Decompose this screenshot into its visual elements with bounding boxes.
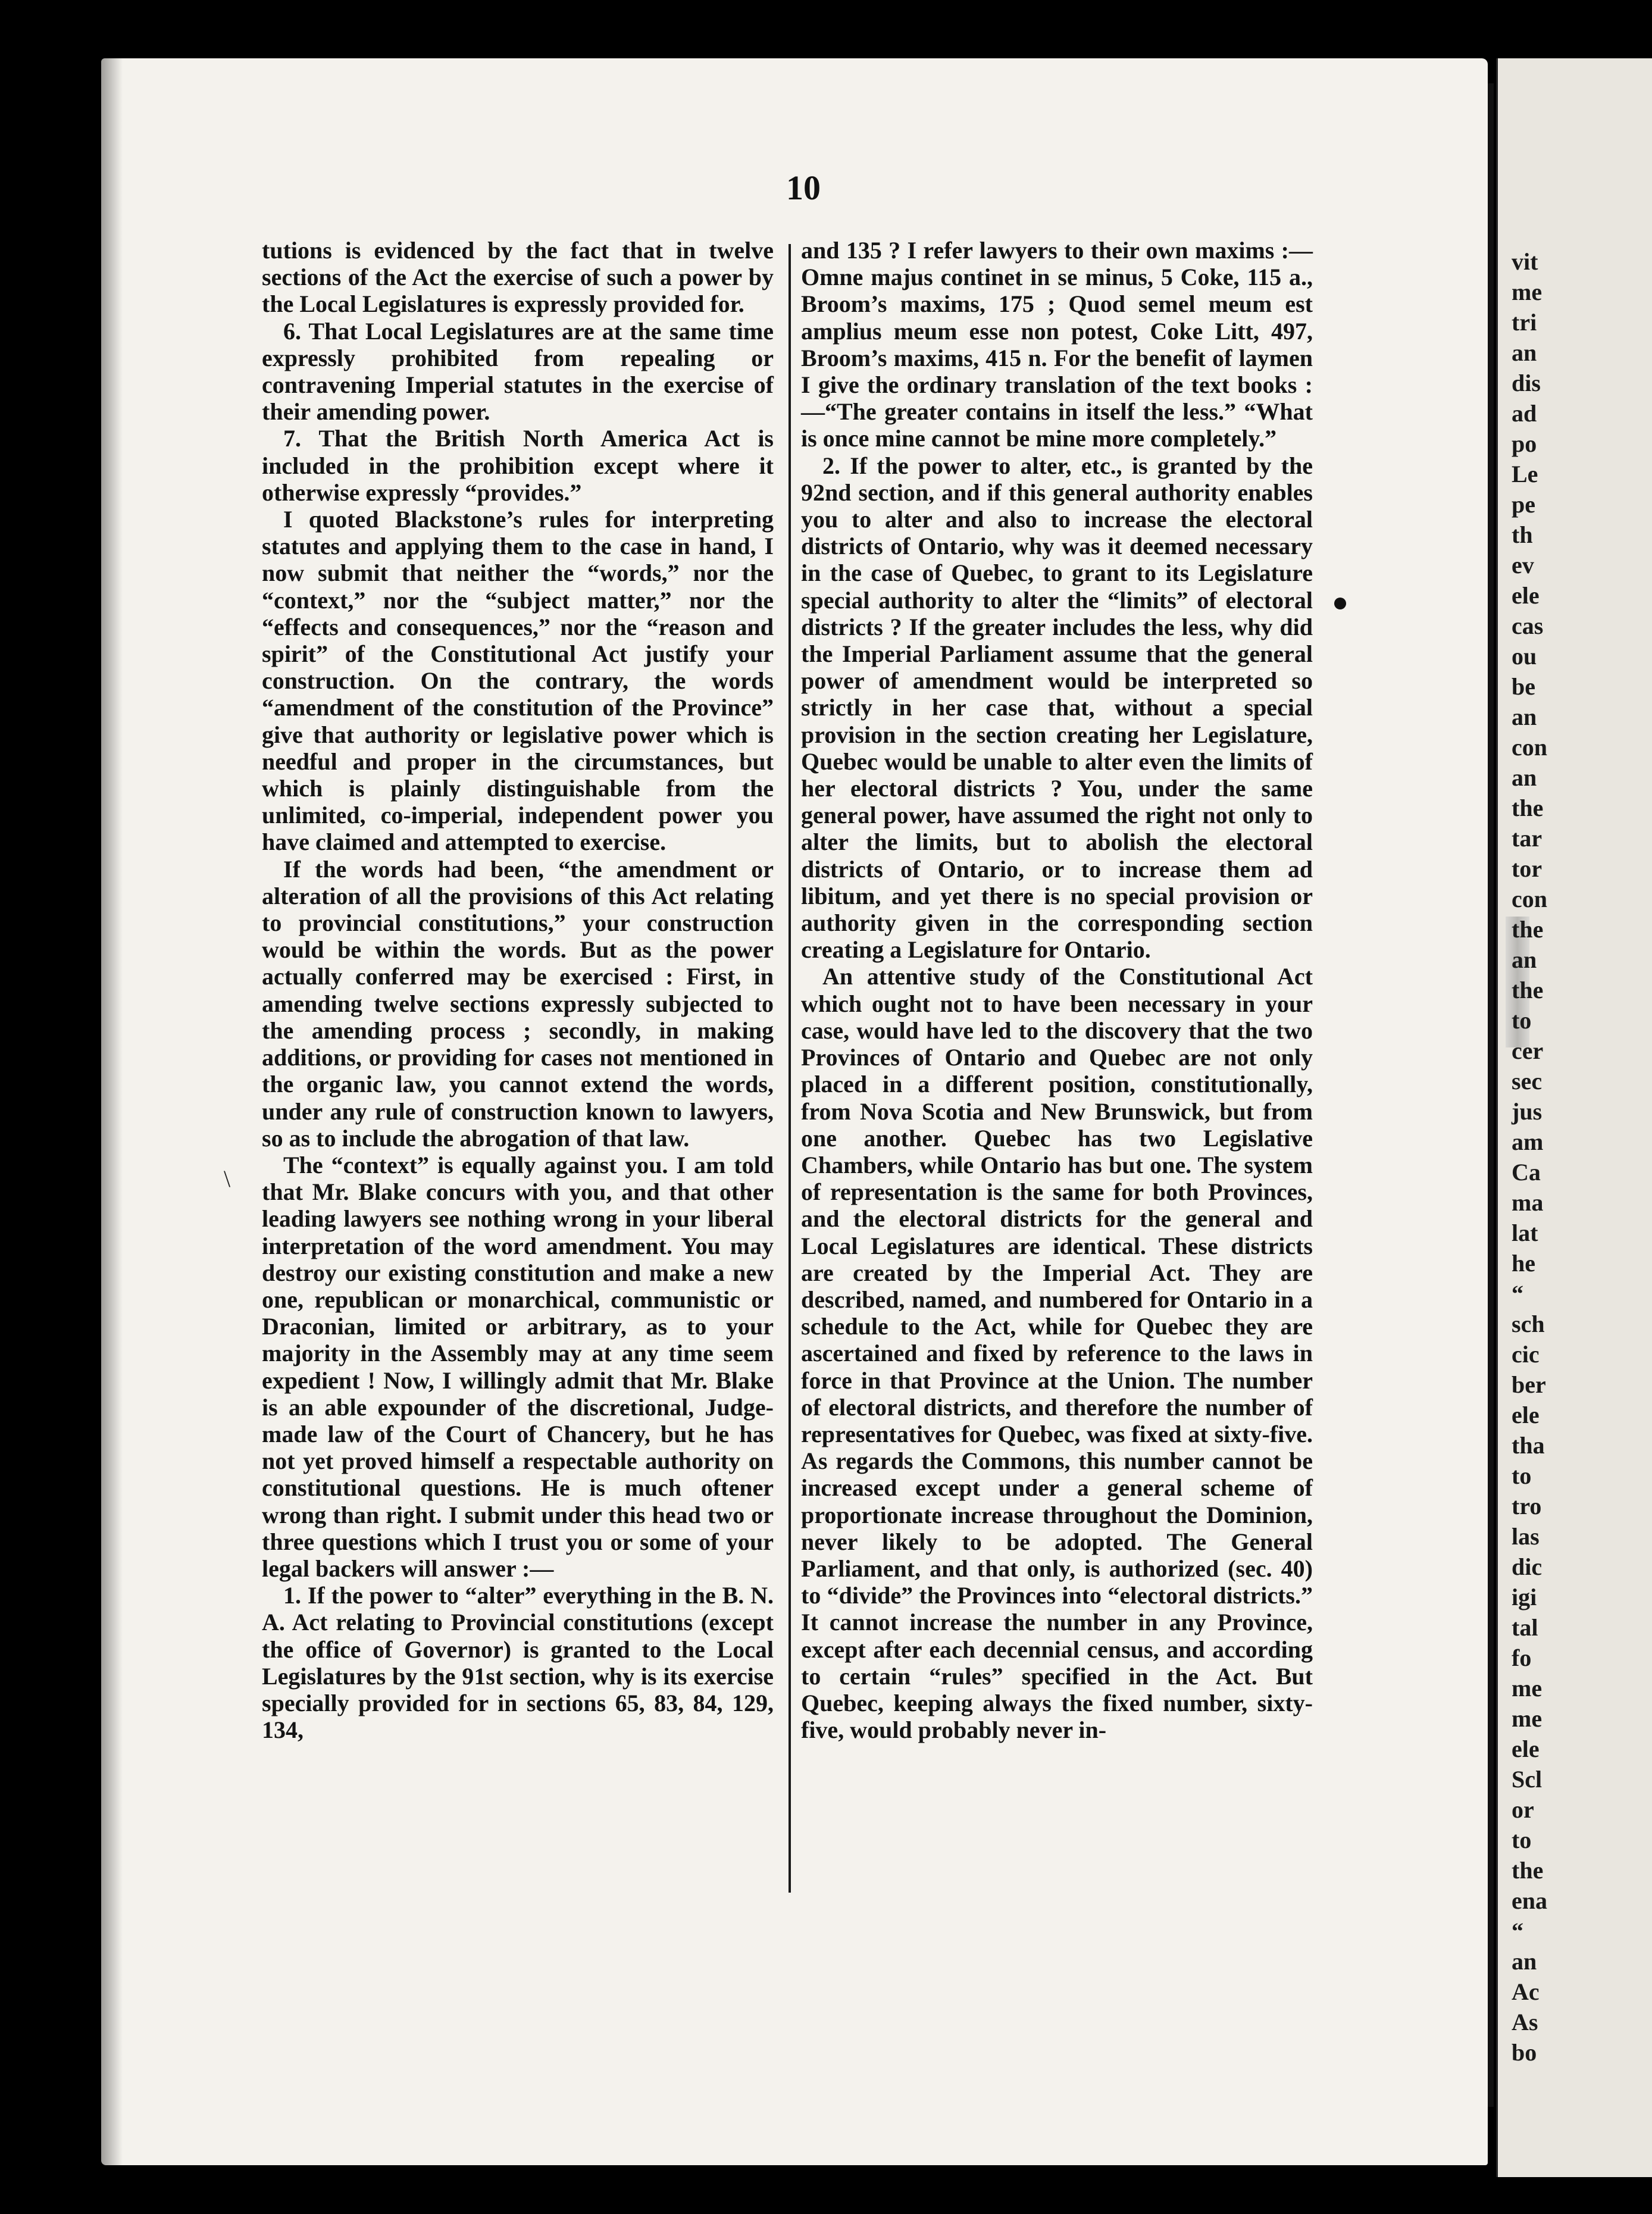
neighbor-text-fragment: As bbox=[1512, 2009, 1538, 2035]
neighbor-text-fragment: sec bbox=[1512, 1068, 1543, 1095]
neighbor-text-fragment: con bbox=[1512, 886, 1547, 912]
neighbor-text-fragment: the bbox=[1512, 1857, 1544, 1884]
neighbor-text-fragment: tar bbox=[1512, 825, 1543, 852]
neighbor-text-fragment: ev bbox=[1512, 552, 1534, 578]
paragraph: 1. If the power to “alter” everything in the B. N. A. Act relating to Provincial constitutions (except the office of Governor) is granted to the Local Legislatures by the 91st section, why is its exercise specially provided for in sections 65, 83, 84, 129, 134, bbox=[262, 1582, 774, 1744]
right-text-column bbox=[801, 237, 1313, 1903]
neighbor-text-fragment: Ca bbox=[1512, 1159, 1541, 1186]
neighbor-text-fragment: sch bbox=[1512, 1311, 1545, 1337]
paragraph: The “context” is equally against you. I am told that Mr. Blake concurs with you, and that other leading lawyers see nothing wrong in your liberal interpretation of the word amendment. You may destroy our existing constitution and make a new one, republican or monarchical, communistic or Draconian, limited or arbitrary, as to your majority in the Assembly may at any time seem expedient ! Now, I willingly admit that Mr. Blake is an able expounder of the discretional, Judge-made law of the Court of Chancery, but he has not yet proved himself a respectable authority on constitutional questions. He is much oftener wrong than right. I submit under this head two or three questions which I trust you or some of your legal backers will answer :— bbox=[262, 1151, 774, 1582]
neighbor-text-fragment: ou bbox=[1512, 643, 1537, 670]
neighbor-text-fragment: am bbox=[1512, 1128, 1544, 1155]
neighbor-text-fragment: tal bbox=[1512, 1614, 1538, 1641]
neighbor-text-fragment: the bbox=[1512, 977, 1544, 1003]
neighbor-text-fragment: ele bbox=[1512, 1402, 1540, 1428]
page-number: 10 bbox=[786, 168, 821, 207]
paragraph: An attentive study of the Constitutional Act which ought not to have been necessary in your case, would have led to the discovery that the two Provinces of Ontario and Quebec are not only placed in a different position, constitutionally, from Nova Scotia and New Brunswick, but from one another. Quebec has two Legislative Chambers, while Ontario has but one. The system of representation is the same for both Provinces, and the electoral districts for the general and Local Legislatures are identical. These districts are created by the Imperial Act. They are described, named, and numbered for Ontario in a schedule to the Act, while for Quebec they are ascertained and fixed by reference to the laws in force in that Province at the Union. The number of electoral districts, and therefore the number of representatives for Quebec, was fixed at sixty-five. As regards the Commons, this number cannot be increased except under a general scheme of proportionate increase throughout the Dominion, never likely to be adopted. The General Parliament, and that only, is authorized (sec. 40) to “divide” the Provinces into “electoral districts.” It cannot increase the number in any Province, except after each decennial census, and according to certain “rules” specified in the Act. But Quebec, keeping always the fixed number, sixty-five, would probably never in- bbox=[801, 963, 1313, 1744]
paragraph: and 135 ? I refer lawyers to their own maxims :—Omne majus continet in se minus, 5 Coke, 115 a., Broom’s maxims, 175 ; Quod semel meum est amplius meum esse non potest, Coke Litt, 497, Broom’s maxims, 415 n. For the benefit of laymen I give the ordinary translation of the text books :—“The greater contains in itself the less.” “What is once mine cannot be mine more completely.” bbox=[801, 237, 1313, 452]
neighbor-text-fragment: me bbox=[1512, 1675, 1543, 1702]
neighbor-text-fragment: fo bbox=[1512, 1644, 1532, 1671]
neighbor-text-fragment: cic bbox=[1512, 1341, 1540, 1368]
neighbor-text-fragment: po bbox=[1512, 430, 1537, 457]
neighbor-text-fragment: ma bbox=[1512, 1189, 1544, 1216]
neighbor-text-fragment: an bbox=[1512, 339, 1537, 366]
neighbor-text-fragment: tor bbox=[1512, 855, 1543, 882]
neighbor-text-fragment: cer bbox=[1512, 1037, 1544, 1064]
neighbor-text-fragment: he bbox=[1512, 1250, 1535, 1277]
neighbor-text-fragment: jus bbox=[1512, 1098, 1543, 1125]
paragraph: tutions is evidenced by the fact that in twelve sections of the Act the exercise of such a power by the Local Legislatures is expressly provided for. bbox=[262, 237, 774, 318]
neighbor-text-fragment: cas bbox=[1512, 612, 1544, 639]
neighbor-text-fragment: me bbox=[1512, 279, 1543, 305]
neighbor-text-fragment: the bbox=[1512, 916, 1544, 943]
margin-mark: \ bbox=[224, 1165, 231, 1192]
neighbor-text-fragment: bo bbox=[1512, 2039, 1537, 2066]
neighbor-text-fragment: dic bbox=[1512, 1553, 1543, 1580]
ink-blot bbox=[1334, 598, 1346, 609]
neighbor-text-fragment: ele bbox=[1512, 1735, 1540, 1762]
neighbor-text-fragment: pe bbox=[1512, 491, 1535, 518]
paragraph: 7. That the British North America Act is included in the prohibition except where it otherwise expressly “provides.” bbox=[262, 425, 774, 506]
neighbor-text-fragment: th bbox=[1512, 521, 1533, 548]
neighbor-text-fragment: tri bbox=[1512, 309, 1537, 336]
neighbor-text-fragment: ber bbox=[1512, 1371, 1546, 1398]
neighbor-text-fragment: to bbox=[1512, 1462, 1532, 1489]
column-divider bbox=[789, 244, 791, 1893]
neighbor-text-fragment: “ bbox=[1512, 1280, 1523, 1307]
neighbor-page-edge bbox=[1488, 83, 1494, 2107]
page-gutter-shadow bbox=[101, 58, 123, 2165]
left-text-column bbox=[262, 237, 774, 1903]
neighbor-text-fragment: an bbox=[1512, 1948, 1537, 1975]
neighbor-text-fragment: tro bbox=[1512, 1493, 1542, 1519]
neighbor-text-fragment: igi bbox=[1512, 1584, 1537, 1611]
paragraph: 2. If the power to alter, etc., is granted by the 92nd section, and if this general authority enables you to alter and also to increase the electoral districts of Ontario, why was it deemed necessary in the case of Quebec, to grant to its Legislature special authority to alter the “limits” of electoral districts ? If the greater includes the less, why did the Imperial Parliament assume that the general power of amendment would be interpreted so strictly in her case that, without a special provision in the section creating her Legislature, Quebec would be unable to alter even the limits of her electoral districts ? You, under the same general power, have assumed the right not only to alter the limits, but to abolish the electoral districts of Ontario, or to increase them ad libitum, and yet there is no special provision or authority given in the corresponding section creating a Legislature for Ontario. bbox=[801, 452, 1313, 964]
neighbor-text-fragment: las bbox=[1512, 1523, 1540, 1550]
neighbor-text-fragment: dis bbox=[1512, 370, 1541, 396]
neighbor-text-fragment: to bbox=[1512, 1007, 1532, 1034]
neighbor-text-fragment: ena bbox=[1512, 1887, 1547, 1914]
neighbor-text-fragment: Ac bbox=[1512, 1978, 1540, 2005]
neighbor-text-fragment: vit bbox=[1512, 248, 1538, 275]
neighbor-text-fragment: an bbox=[1512, 703, 1537, 730]
neighbor-text-fragment: ele bbox=[1512, 582, 1540, 609]
neighbor-text-fragment: Scl bbox=[1512, 1766, 1543, 1793]
neighbor-text-fragment: me bbox=[1512, 1705, 1543, 1732]
neighbor-text-fragment: an bbox=[1512, 764, 1537, 791]
neighbor-text-fragment: be bbox=[1512, 673, 1535, 700]
neighbor-text-fragment: an bbox=[1512, 946, 1537, 973]
paragraph: If the words had been, “the amendment or alteration of all the provisions of this Act relating to provincial constitutions,” your construction would be within the words. But as the power actually conferred may be exercised : First, in amending twelve sections expressly subjected to the amending process ; secondly, in making additions, or providing for cases not mentioned in the organic law, you cannot extend the words, under any rule of construction known to lawyers, so as to include the abrogation of that law. bbox=[262, 855, 774, 1152]
neighbor-text-fragment: “ bbox=[1512, 1918, 1523, 1944]
paragraph: 6. That Local Legislatures are at the same time expressly prohibited from repealing or contravening Imperial statutes in the exercise of their amending power. bbox=[262, 317, 774, 426]
neighbor-text-fragment: ad bbox=[1512, 400, 1537, 427]
neighbor-text-fragment: Le bbox=[1512, 461, 1538, 487]
paragraph: I quoted Blackstone’s rules for interpreting statutes and applying them to the case in hand, I now submit that neither the “words,” nor the “context,” nor the “subject matter,” nor the “effects and consequences,” nor the “reason and spirit” of the Constitutional Act justify your construction. On the contrary, the words “amendment of the constitution of the Province” give that authority or legislative power which is needful and proper in the circumstances, but which is plainly distinguishable from the unlimited, co-imperial, independent power you have claimed and attempted to exercise. bbox=[262, 506, 774, 856]
neighbor-text-fragment: or bbox=[1512, 1796, 1534, 1823]
neighbor-text-fragment: lat bbox=[1512, 1219, 1538, 1246]
neighbor-text-fragment: tha bbox=[1512, 1432, 1545, 1459]
neighbor-text-fragment: con bbox=[1512, 734, 1547, 761]
neighbor-text-fragment: the bbox=[1512, 795, 1544, 821]
neighbor-text-fragment: to bbox=[1512, 1827, 1532, 1853]
